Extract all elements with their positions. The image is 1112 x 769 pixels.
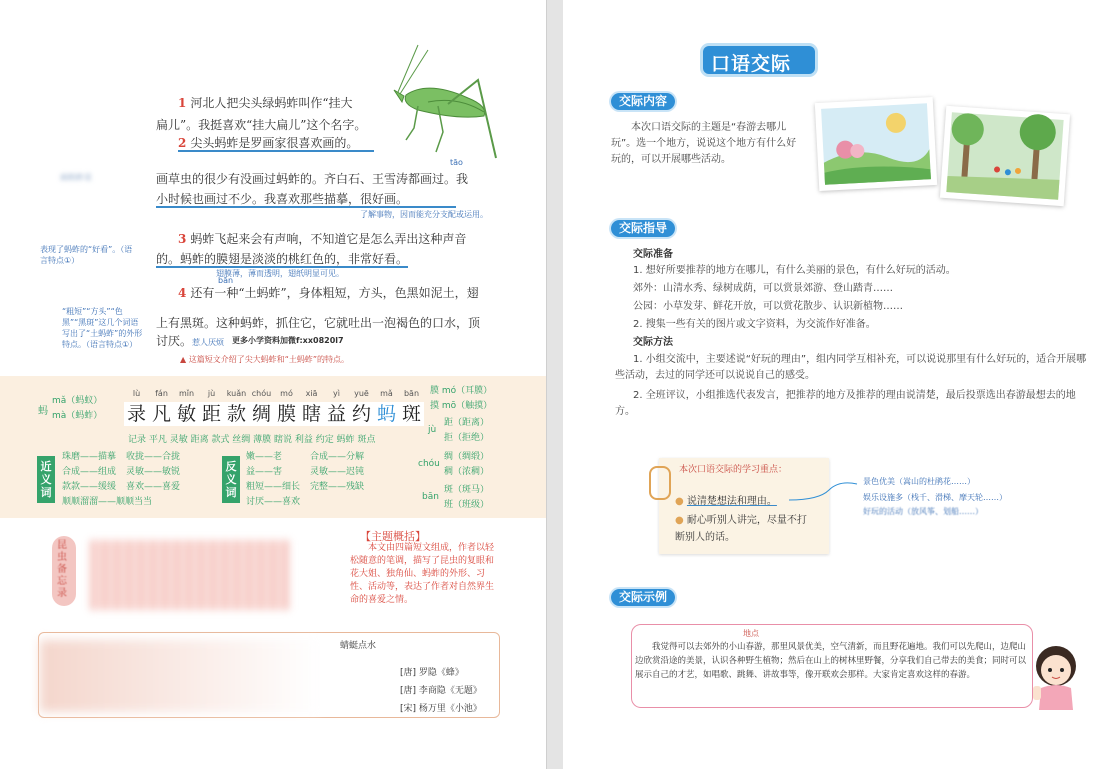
antonym-list: 嫩——老 益——害 粗短——细长 讨厌——喜欢 [246, 452, 301, 507]
focus-item-2: ● 耐心听别人讲完，尽量不打断别人的话。 [675, 515, 807, 543]
summary-title: 【主题概括】 [360, 530, 426, 543]
paragraph-3: 3 蚂蚱飞起来会有声响，不知道它是怎么弄出这种声音 [178, 232, 467, 246]
paragraph-1-line-2: 扁儿”。我挺喜欢“挂大扁儿”这个名字。 [156, 118, 367, 132]
word-note: 惹人厌烦 [192, 338, 224, 347]
mo-readings: 膜 mó（耳膜） 摸 mō（触摸） [430, 386, 493, 411]
prep-item-2: 2. 搜集一些有关的图片或文字资料，为交流作好准备。 [633, 319, 876, 330]
page-title: 口语交际 [711, 53, 792, 75]
chou-label: chóu [418, 459, 440, 469]
branch-arrow [789, 478, 859, 504]
section-label-guide: 交际指导 [611, 220, 675, 237]
pinyin-ban: bān [218, 276, 234, 285]
right-page [563, 0, 1112, 769]
pinyin-tao: tāo [450, 158, 463, 167]
side-note-1: 表现了蚂蚱的“好看”。（语言特点①） [40, 245, 133, 265]
character-highlight: 蚂 [376, 403, 396, 425]
new-characters-row [124, 402, 424, 426]
poem-title: 蜻蜓点水 [340, 641, 377, 651]
park-picture [940, 106, 1070, 206]
prep-item-1: 1. 想好所要推荐的地方在哪儿，有什么美丽的景色，有什么好玩的活动。 [633, 265, 956, 276]
character: 约 [351, 403, 371, 425]
photo-landscape [815, 97, 937, 191]
paragraph-2-line-3: 小时候也画过不少。我喜欢那些描摹，很好画。 [156, 192, 456, 208]
word-list: 记录 平凡 灵敏 距离 款式 丝绸 薄膜 瞎说 利益 约定 蚂蚱 斑点 [128, 435, 376, 445]
ban-label: bān [422, 492, 439, 502]
girl-avatar [1027, 642, 1085, 710]
focus-item-1: ● 说清楚想法和理由。 [675, 496, 777, 507]
synonym-list: 珠磨——描摹 合成——组成 款款——缓缓 顺顺溜溜——顺顺当当 [62, 452, 153, 507]
branch-1: 景色优美（嵩山的杜鹃花……） [863, 477, 975, 486]
paperclip-icon [649, 466, 671, 500]
branch-3: 好玩的活动（放风筝、划船……） [863, 507, 983, 515]
branch-2: 娱乐设施多（栈千、滑梯、摩天轮……） [863, 493, 1007, 502]
character: 膜 [276, 403, 296, 425]
character: 敏 [176, 403, 196, 425]
method-item-2: 2. 全班评议，小组推选代表发言，把推荐的地方及推荐的理由说清楚，最后投票选出春游最想去的地方。 [615, 390, 1076, 417]
synonym-tag: 近义词 [37, 456, 55, 503]
chou-readings: 绸（绸缎） 稠（浓稠） [444, 452, 490, 477]
character: 绸 [251, 403, 271, 425]
summary-text: 本文由四篇短文组成，作者以轻松随意的笔调，描写了昆虫的复眼和花大姐、独角仙、蚂蚱的外形、习性、活动等，表达了作者对自然界生命的喜爱之情。 [350, 543, 495, 605]
section-label-example: 交际示例 [611, 589, 675, 606]
watermark-text: 更多小学资料加微f:xx0820l7 [232, 336, 344, 345]
synonym-list-2: 收拢——合拢 灵敏——敏锐 喜欢——喜爱 [126, 452, 181, 492]
paragraph-2: 2 尖头蚂蚱是罗画家很喜欢画的。 [178, 136, 374, 152]
character: 瞎 [301, 403, 321, 425]
landscape-picture [815, 97, 937, 191]
focus-card-title: 本次口语交际的学习重点： [679, 465, 788, 475]
paragraph-4-line-2: 上有黑斑。这种蚂蚱，抓住它，它就吐出一泡褐色的口水，顶 [156, 316, 481, 330]
word-note: 翅膜薄，薄而透明，翅纸明显可见。 [216, 269, 344, 278]
prep-park: 公园：小草发芽、鲜花开放，可以赏花散步、认识新植物…… [633, 301, 903, 312]
side-note-2: “粗短”“方头”“色黑”“黑斑”这几个词语写出了“土蚂蚱”的外形特点。（语言特点①） [62, 307, 143, 349]
section-content-text: 本次口语交际的主题是“春游去哪儿玩”。选一个地方，说说这个地方有什么好玩的，可以开展哪些活动。 [611, 122, 797, 165]
paragraph-2-line-2: 画草虫的很少有没画过蚂蚱的。齐白石、王雪涛都画过。我 [156, 172, 469, 186]
antonym-tag: 反义词 [222, 456, 240, 503]
paragraph-number: 2 [178, 136, 187, 150]
bullet-icon: ● [675, 496, 684, 507]
photo-park [940, 106, 1070, 206]
paragraph-1: 1 河北人把尖头绿蚂蚱叫作“挂大 [178, 96, 353, 110]
ban-readings: 斑（斑马） 班（班级） [444, 485, 490, 510]
section-label-content: 交际内容 [611, 93, 675, 110]
word-note: 了解事物，因而能充分支配或运用。 [360, 210, 488, 219]
ma-label: 蚂 [38, 406, 48, 417]
character: 凡 [151, 403, 171, 425]
ma-readings: mǎ（蚂蚁） mà（蚂蚱） [52, 396, 103, 421]
ju-label: jù [428, 425, 437, 435]
grasshopper-illustration [388, 40, 508, 165]
example-place-label: 地点 [743, 629, 759, 638]
bullet-icon: ● [675, 515, 684, 526]
example-text: 我觉得可以去郊外的小山春游，那里风景优美，空气清新，而且野花遍地。我们可以先爬山，边爬山边欣赏沿途的美景，认识各种野生植物；然后在山上的树林里野餐，分享我们自己带去的美食；同时可以展示自己的才艺，如唱歌、跳舞、讲故事等，像开联欢会那样。大家肯定喜欢这样的春游。 [635, 642, 1027, 680]
prep-suburb: 郊外：山清水秀、绿树成荫，可以赏景郊游、登山踏青…… [633, 283, 893, 294]
blurred-mind-map [90, 540, 290, 610]
pinyin-row: lù fán mǐn jù kuǎn chóu mó xiā yì yuē mǎ bān [132, 389, 420, 398]
character: 益 [326, 403, 346, 425]
left-page [0, 0, 547, 769]
method-item-1: 1. 小组交流中，主要述说“好玩的理由”，组内同学互相补充，可以说说那里有什么好玩的，适合开展哪些活动，去过的同学还可以说说自己的感受。 [615, 354, 1087, 381]
character: 录 [126, 403, 146, 425]
character: 距 [201, 403, 221, 425]
blurred-poem-lines [40, 640, 320, 712]
paragraph-number: 3 [178, 232, 187, 246]
paragraph-3-line-2: 的。蚂蚱的膜翅是淡淡的桃红色的，非常好看。 [156, 252, 409, 266]
character: 斑 [401, 403, 421, 425]
ju-readings: 距（距离） 拒（拒绝） [444, 418, 490, 443]
paragraph-4-line-3: 讨厌。 [156, 334, 193, 348]
character: 款 [226, 403, 246, 425]
paragraph-number: 1 [178, 96, 187, 110]
antonym-list-2: 合成——分解 灵敏——迟钝 完整——残缺 [310, 452, 365, 492]
side-note-3: 画蚂蚱是 [60, 173, 92, 182]
summary-note: ▲ 这篇短文介绍了尖大蚂蚱和“土蚂蚱”的特点。 [180, 355, 349, 364]
method-title: 交际方法 [633, 337, 673, 348]
paragraph-number: 4 [178, 286, 187, 300]
paragraph-4: 4 还有一种“土蚂蚱”，身体粗短，方头，色黑如泥土，翅 [178, 286, 479, 300]
prep-title: 交际准备 [633, 249, 673, 260]
poem-sources: [唐] 罗隐《蜂》 [唐] 李商隐《无题》 [宋] 杨万里《小池》 [400, 668, 482, 714]
vertical-label: 昆虫备忘录 [57, 540, 67, 599]
